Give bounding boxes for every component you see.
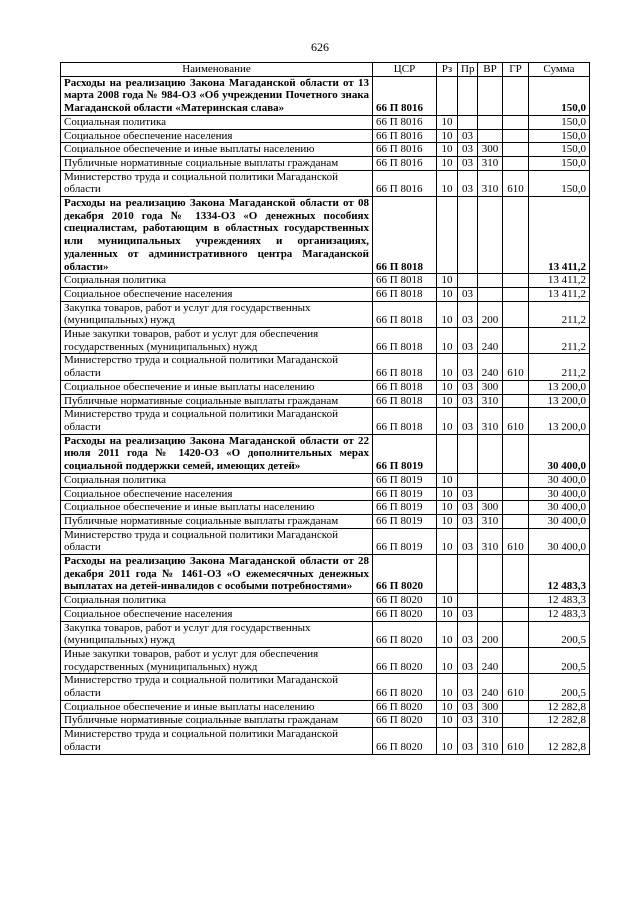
cell-sum: 150,0 <box>529 156 590 170</box>
cell-sum: 30 400,0 <box>529 528 590 554</box>
cell-name: Социальная политика <box>61 274 373 288</box>
cell-rz <box>437 76 458 115</box>
cell-gr <box>503 115 529 129</box>
cell-vr: 310 <box>478 528 503 554</box>
cell-sum: 200,5 <box>529 674 590 700</box>
cell-csr: 66 П 8018 <box>373 408 437 434</box>
cell-pr: 03 <box>458 170 478 196</box>
cell-vr: 310 <box>478 514 503 528</box>
cell-name: Социальное обеспечение и иные выплаты населению <box>61 501 373 515</box>
table-row <box>61 607 590 621</box>
cell-rz: 10 <box>437 594 458 608</box>
cell-vr: 240 <box>478 647 503 673</box>
cell-vr <box>478 487 503 501</box>
cell-name: Публичные нормативные социальные выплаты гражданам <box>61 394 373 408</box>
cell-gr: 610 <box>503 354 529 380</box>
cell-rz: 10 <box>437 328 458 354</box>
cell-name: Расходы на реализацию Закона Магаданской области от 08 декабря 2010 года № 1334-ОЗ «О денежных пособиях специалистам, работающим в областных государственных или муниципальных учреждениях и организациях, удаленных от административного центра Магаданской области» <box>61 197 373 274</box>
table-row <box>61 501 590 515</box>
cell-csr: 66 П 8020 <box>373 621 437 647</box>
cell-vr: 310 <box>478 170 503 196</box>
cell-sum: 13 411,2 <box>529 274 590 288</box>
cell-name: Социальная политика <box>61 473 373 487</box>
cell-gr <box>503 473 529 487</box>
cell-sum: 150,0 <box>529 76 590 115</box>
cell-sum: 12 483,3 <box>529 594 590 608</box>
cell-vr: 240 <box>478 354 503 380</box>
cell-pr: 03 <box>458 354 478 380</box>
cell-name: Социальное обеспечение и иные выплаты населению <box>61 380 373 394</box>
cell-vr <box>478 473 503 487</box>
header-csr: ЦСР <box>373 63 437 77</box>
cell-sum: 12 483,3 <box>529 555 590 594</box>
cell-name: Министерство труда и социальной политики Магаданской области <box>61 170 373 196</box>
cell-pr: 03 <box>458 328 478 354</box>
cell-vr: 310 <box>478 408 503 434</box>
cell-csr: 66 П 8019 <box>373 473 437 487</box>
cell-name: Социальное обеспечение населения <box>61 607 373 621</box>
cell-pr <box>458 594 478 608</box>
cell-name: Расходы на реализацию Закона Магаданской области от 13 марта 2008 года № 984-ОЗ «Об учреждении Почетного знака Магаданской области «Материнская слава» <box>61 76 373 115</box>
cell-gr <box>503 501 529 515</box>
cell-csr: 66 П 8018 <box>373 301 437 327</box>
cell-vr: 300 <box>478 501 503 515</box>
cell-rz: 10 <box>437 408 458 434</box>
cell-vr: 200 <box>478 621 503 647</box>
table-row <box>61 287 590 301</box>
cell-pr <box>458 197 478 274</box>
cell-gr <box>503 301 529 327</box>
cell-gr <box>503 607 529 621</box>
cell-pr: 03 <box>458 528 478 554</box>
cell-gr: 610 <box>503 674 529 700</box>
cell-vr: 240 <box>478 674 503 700</box>
cell-name: Социальное обеспечение и иные выплаты населению <box>61 143 373 157</box>
cell-sum: 12 483,3 <box>529 607 590 621</box>
cell-gr: 610 <box>503 528 529 554</box>
cell-name: Министерство труда и социальной политики Магаданской области <box>61 674 373 700</box>
cell-vr <box>478 594 503 608</box>
table-row <box>61 621 590 647</box>
table-row <box>61 129 590 143</box>
cell-csr: 66 П 8018 <box>373 328 437 354</box>
cell-vr: 310 <box>478 394 503 408</box>
cell-pr <box>458 76 478 115</box>
cell-name: Иные закупки товаров, работ и услуг для обеспечения государственных (муниципальных) нужд <box>61 647 373 673</box>
cell-rz: 10 <box>437 287 458 301</box>
cell-csr: 66 П 8020 <box>373 594 437 608</box>
cell-pr: 03 <box>458 607 478 621</box>
cell-name: Закупка товаров, работ и услуг для государственных (муниципальных) нужд <box>61 301 373 327</box>
table-row <box>61 301 590 327</box>
table-row <box>61 274 590 288</box>
table-row <box>61 714 590 728</box>
cell-pr: 03 <box>458 408 478 434</box>
cell-name: Социальная политика <box>61 115 373 129</box>
table-row <box>61 156 590 170</box>
cell-pr <box>458 555 478 594</box>
cell-pr <box>458 434 478 473</box>
cell-pr: 03 <box>458 380 478 394</box>
cell-sum: 12 282,8 <box>529 714 590 728</box>
cell-name: Публичные нормативные социальные выплаты гражданам <box>61 514 373 528</box>
cell-vr <box>478 115 503 129</box>
cell-name: Расходы на реализацию Закона Магаданской области от 22 июля 2011 года № 1420-ОЗ «О дополнительных мерах социальной поддержки семей, имеющих детей» <box>61 434 373 473</box>
cell-csr: 66 П 8019 <box>373 528 437 554</box>
cell-sum: 200,5 <box>529 647 590 673</box>
cell-name: Публичные нормативные социальные выплаты гражданам <box>61 156 373 170</box>
table-section-row <box>61 76 590 115</box>
cell-csr: 66 П 8016 <box>373 156 437 170</box>
cell-sum: 13 200,0 <box>529 394 590 408</box>
cell-vr <box>478 129 503 143</box>
cell-sum: 30 400,0 <box>529 501 590 515</box>
header-sum: Сумма <box>529 63 590 77</box>
cell-csr: 66 П 8020 <box>373 607 437 621</box>
cell-vr: 310 <box>478 156 503 170</box>
cell-csr: 66 П 8020 <box>373 728 437 754</box>
cell-rz: 10 <box>437 700 458 714</box>
cell-pr: 03 <box>458 700 478 714</box>
cell-rz: 10 <box>437 674 458 700</box>
cell-sum: 150,0 <box>529 129 590 143</box>
table-row <box>61 354 590 380</box>
cell-csr: 66 П 8018 <box>373 197 437 274</box>
cell-csr: 66 П 8020 <box>373 714 437 728</box>
table-section-row <box>61 555 590 594</box>
cell-sum: 211,2 <box>529 328 590 354</box>
header-row <box>61 63 590 77</box>
cell-sum: 211,2 <box>529 301 590 327</box>
table-section-row <box>61 197 590 274</box>
budget-table <box>60 62 590 755</box>
cell-name: Министерство труда и социальной политики Магаданской области <box>61 528 373 554</box>
cell-gr <box>503 328 529 354</box>
cell-csr: 66 П 8018 <box>373 287 437 301</box>
cell-name: Министерство труда и социальной политики Магаданской области <box>61 408 373 434</box>
cell-gr <box>503 621 529 647</box>
cell-sum: 13 411,2 <box>529 197 590 274</box>
cell-vr <box>478 197 503 274</box>
table-row <box>61 594 590 608</box>
cell-sum: 13 200,0 <box>529 408 590 434</box>
cell-rz: 10 <box>437 728 458 754</box>
cell-name: Социальное обеспечение и иные выплаты населению <box>61 700 373 714</box>
table-row <box>61 528 590 554</box>
cell-rz: 10 <box>437 143 458 157</box>
cell-rz: 10 <box>437 487 458 501</box>
cell-name: Расходы на реализацию Закона Магаданской области от 28 декабря 2011 года № 1461-ОЗ «О ежемесячных денежных выплатах на детей-инвалидов с особыми потребностями» <box>61 555 373 594</box>
cell-sum: 211,2 <box>529 354 590 380</box>
header-gr: ГР <box>503 63 529 77</box>
cell-csr: 66 П 8020 <box>373 700 437 714</box>
cell-gr <box>503 380 529 394</box>
cell-sum: 30 400,0 <box>529 434 590 473</box>
cell-name: Иные закупки товаров, работ и услуг для обеспечения государственных (муниципальных) нужд <box>61 328 373 354</box>
cell-name: Социальная политика <box>61 594 373 608</box>
cell-sum: 12 282,8 <box>529 700 590 714</box>
table-row <box>61 728 590 754</box>
cell-sum: 200,5 <box>529 621 590 647</box>
cell-name: Социальное обеспечение населения <box>61 487 373 501</box>
cell-sum: 150,0 <box>529 115 590 129</box>
cell-csr: 66 П 8018 <box>373 274 437 288</box>
cell-gr: 610 <box>503 728 529 754</box>
cell-pr: 03 <box>458 501 478 515</box>
cell-rz: 10 <box>437 129 458 143</box>
cell-rz: 10 <box>437 156 458 170</box>
cell-pr: 03 <box>458 674 478 700</box>
cell-gr <box>503 129 529 143</box>
cell-pr: 03 <box>458 621 478 647</box>
cell-rz: 10 <box>437 473 458 487</box>
cell-vr: 300 <box>478 700 503 714</box>
cell-rz: 10 <box>437 354 458 380</box>
table-row <box>61 487 590 501</box>
page-number: 626 <box>311 40 329 54</box>
cell-gr <box>503 197 529 274</box>
table-row <box>61 380 590 394</box>
table-section-row <box>61 434 590 473</box>
header-vr: ВР <box>478 63 503 77</box>
cell-rz: 10 <box>437 301 458 327</box>
cell-pr: 03 <box>458 143 478 157</box>
cell-rz: 10 <box>437 528 458 554</box>
cell-gr <box>503 555 529 594</box>
cell-gr: 610 <box>503 170 529 196</box>
cell-pr: 03 <box>458 394 478 408</box>
cell-vr: 310 <box>478 714 503 728</box>
cell-gr <box>503 287 529 301</box>
cell-gr <box>503 274 529 288</box>
table-row <box>61 328 590 354</box>
cell-csr: 66 П 8016 <box>373 170 437 196</box>
cell-rz <box>437 197 458 274</box>
cell-rz <box>437 434 458 473</box>
cell-pr: 03 <box>458 728 478 754</box>
cell-sum: 150,0 <box>529 170 590 196</box>
cell-pr <box>458 115 478 129</box>
cell-name: Закупка товаров, работ и услуг для государственных (муниципальных) нужд <box>61 621 373 647</box>
cell-name: Министерство труда и социальной политики Магаданской области <box>61 728 373 754</box>
cell-vr: 200 <box>478 301 503 327</box>
cell-name: Министерство труда и социальной политики Магаданской области <box>61 354 373 380</box>
cell-sum: 13 200,0 <box>529 380 590 394</box>
cell-sum: 30 400,0 <box>529 514 590 528</box>
cell-rz: 10 <box>437 621 458 647</box>
cell-gr <box>503 647 529 673</box>
cell-rz: 10 <box>437 380 458 394</box>
cell-csr: 66 П 8016 <box>373 129 437 143</box>
cell-csr: 66 П 8020 <box>373 555 437 594</box>
cell-vr <box>478 555 503 594</box>
cell-sum: 30 400,0 <box>529 487 590 501</box>
header-rz: Рз <box>437 63 458 77</box>
cell-gr <box>503 394 529 408</box>
table-row <box>61 143 590 157</box>
cell-gr <box>503 700 529 714</box>
cell-csr: 66 П 8019 <box>373 501 437 515</box>
cell-pr: 03 <box>458 487 478 501</box>
cell-gr <box>503 714 529 728</box>
cell-name: Публичные нормативные социальные выплаты гражданам <box>61 714 373 728</box>
cell-pr: 03 <box>458 301 478 327</box>
cell-gr <box>503 514 529 528</box>
cell-csr: 66 П 8016 <box>373 76 437 115</box>
table-row <box>61 700 590 714</box>
table-row <box>61 647 590 673</box>
cell-sum: 12 282,8 <box>529 728 590 754</box>
cell-vr: 240 <box>478 328 503 354</box>
cell-pr <box>458 274 478 288</box>
header-pr: Пр <box>458 63 478 77</box>
table-row <box>61 115 590 129</box>
cell-csr: 66 П 8016 <box>373 115 437 129</box>
cell-pr: 03 <box>458 714 478 728</box>
cell-csr: 66 П 8018 <box>373 394 437 408</box>
cell-rz: 10 <box>437 394 458 408</box>
cell-name: Социальное обеспечение населения <box>61 287 373 301</box>
cell-gr: 610 <box>503 408 529 434</box>
cell-vr <box>478 434 503 473</box>
cell-rz: 10 <box>437 714 458 728</box>
cell-vr: 310 <box>478 728 503 754</box>
cell-vr: 300 <box>478 380 503 394</box>
header-name: Наименование <box>61 63 373 77</box>
cell-sum: 150,0 <box>529 143 590 157</box>
cell-rz: 10 <box>437 274 458 288</box>
cell-vr <box>478 274 503 288</box>
cell-pr: 03 <box>458 287 478 301</box>
cell-rz: 10 <box>437 647 458 673</box>
table-row <box>61 514 590 528</box>
table-row <box>61 170 590 196</box>
cell-rz: 10 <box>437 170 458 196</box>
cell-csr: 66 П 8020 <box>373 674 437 700</box>
cell-csr: 66 П 8018 <box>373 380 437 394</box>
cell-csr: 66 П 8019 <box>373 514 437 528</box>
table-row <box>61 473 590 487</box>
cell-gr <box>503 76 529 115</box>
cell-sum: 13 411,2 <box>529 287 590 301</box>
cell-pr: 03 <box>458 647 478 673</box>
cell-vr <box>478 607 503 621</box>
cell-pr <box>458 473 478 487</box>
cell-gr <box>503 594 529 608</box>
cell-rz: 10 <box>437 607 458 621</box>
cell-rz: 10 <box>437 501 458 515</box>
table-row <box>61 394 590 408</box>
cell-csr: 66 П 8016 <box>373 143 437 157</box>
cell-sum: 30 400,0 <box>529 473 590 487</box>
cell-vr: 300 <box>478 143 503 157</box>
cell-csr: 66 П 8019 <box>373 434 437 473</box>
cell-vr <box>478 76 503 115</box>
cell-pr: 03 <box>458 129 478 143</box>
cell-gr <box>503 156 529 170</box>
cell-csr: 66 П 8019 <box>373 487 437 501</box>
cell-gr <box>503 487 529 501</box>
cell-rz: 10 <box>437 514 458 528</box>
cell-rz <box>437 555 458 594</box>
cell-rz: 10 <box>437 115 458 129</box>
cell-pr: 03 <box>458 514 478 528</box>
table-row <box>61 408 590 434</box>
cell-pr: 03 <box>458 156 478 170</box>
table-row <box>61 674 590 700</box>
cell-csr: 66 П 8020 <box>373 647 437 673</box>
cell-gr <box>503 143 529 157</box>
cell-vr <box>478 287 503 301</box>
cell-csr: 66 П 8018 <box>373 354 437 380</box>
cell-name: Социальное обеспечение населения <box>61 129 373 143</box>
cell-gr <box>503 434 529 473</box>
